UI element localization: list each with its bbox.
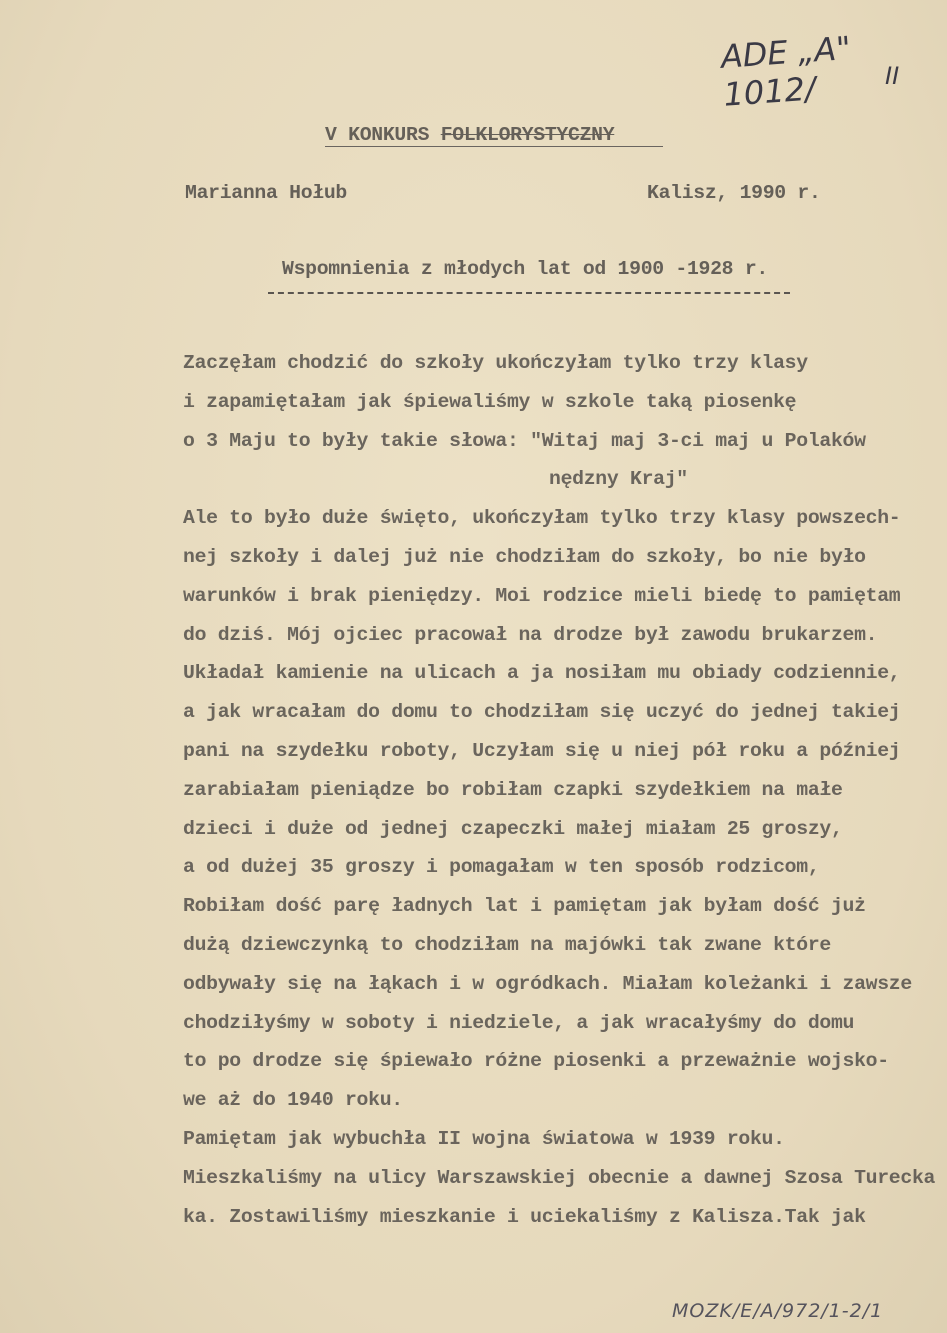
text-line: odbywały się na łąkach i w ogródkach. Miałam koleżanki i zawsze xyxy=(183,972,912,995)
text-line: a od dużej 35 groszy i pomagałam w ten sposób rodzicom, xyxy=(183,856,820,879)
text-line: chodziłyśmy w soboty i niedziele, a jak wracałyśmy do domu xyxy=(183,1011,855,1034)
document-title: Wspomnienia z młodych lat od 1900 -1928 r. xyxy=(282,258,768,280)
place-date: Kalisz, 1990 r. xyxy=(647,182,821,204)
text-line: Pamiętam jak wybuchła II wojna światowa w 1939 roku. xyxy=(183,1127,785,1150)
contest-header xyxy=(325,124,614,146)
text-line: i zapamiętałam jak śpiewaliśmy w szkole taką piosenkę xyxy=(183,390,797,413)
text-line: a jak wracałam do domu to chodziłam się uczyć do jednej takiej xyxy=(183,701,901,724)
text-line: dużą dziewczynką to chodziłam na majówki tak zwane które xyxy=(183,933,831,956)
text-line: dzieci i duże od jednej czapeczki małej miałam 25 groszy, xyxy=(183,817,843,840)
header-underline xyxy=(325,146,663,147)
text-line: Mieszkaliśmy na ulicy Warszawskiej obecnie a dawnej Szosa Turecka xyxy=(183,1166,936,1189)
body-text xyxy=(183,344,935,1236)
text-line: Zaczęłam chodzić do szkoły ukończyłam tylko trzy klasy xyxy=(183,352,808,374)
text-line: to po drodze się śpiewało różne piosenki a przeważnie wojsko- xyxy=(183,1050,889,1073)
archive-reference: MOZK/E/A/972/1-2/1 xyxy=(672,1300,884,1322)
text-line: nej szkoły i dalej już nie chodziłam do szkoły, bo nie było xyxy=(183,545,866,568)
text-line: nędzny Kraj" xyxy=(549,468,688,491)
text-line: Układał kamienie na ulicach a ja nosiłam mu obiady codziennie, xyxy=(183,662,901,685)
text-line: o 3 Maju to były takie słowa: "Witaj maj 3-ci maj u Polaków xyxy=(183,429,866,452)
text-line: do dziś. Mój ojciec pracował na drodze był zawodu brukarzem. xyxy=(183,623,878,646)
text-line: ka. Zostawiliśmy mieszkanie i uciekaliśmy z Kalisza.Tak jak xyxy=(183,1205,866,1228)
text-line: zarabiałam pieniądze bo robiłam czapki szydełkiem na małe xyxy=(183,778,843,801)
text-line: Ale to było duże święto, ukończyłam tylko trzy klasy powszech- xyxy=(183,507,901,530)
archive-handwritten-mark: ADE „A" 1012/ xyxy=(719,28,853,114)
title-dashed-underline xyxy=(268,292,790,294)
author-name: Marianna Hołub xyxy=(185,182,347,204)
text-line: warunków i brak pieniędzy. Moi rodzice mieli biedę to pamiętam xyxy=(183,584,901,607)
archive-handwritten-suffix: II xyxy=(885,62,900,90)
text-line: Robiłam dość parę ładnych lat i pamiętam jak byłam dość już xyxy=(183,895,866,918)
contest-prefix: V KONKURS xyxy=(325,124,441,146)
contest-struck-word: FOLKLORYSTYCZNY xyxy=(440,124,615,146)
text-line: pani na szydełku roboty, Uczyłam się u niej pół roku a później xyxy=(183,739,901,762)
text-line: we aż do 1940 roku. xyxy=(183,1089,403,1112)
